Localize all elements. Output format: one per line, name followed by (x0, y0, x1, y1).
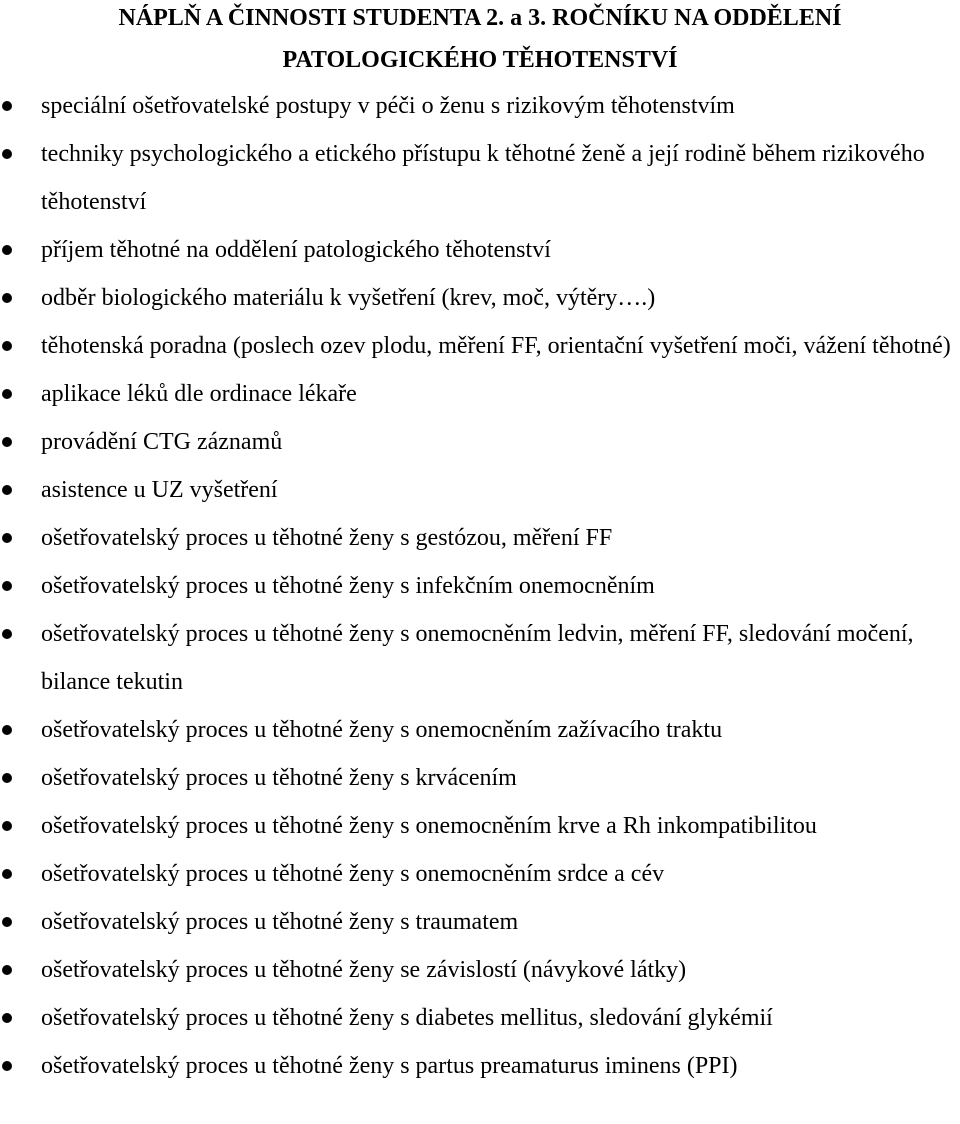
document-title-line-1: NÁPLŇ A ČINNOSTI STUDENTA 2. a 3. ROČNÍKU NA ODDĚLENÍ (118, 5, 842, 31)
bullet-icon (2, 533, 12, 543)
list-item-text: ošetřovatelský proces u těhotné ženy s onemocněním ledvin, měření FF, sledování močení, bilance tekutin (41, 621, 914, 695)
bullet-icon (2, 485, 12, 495)
list-item (0, 562, 960, 610)
list-item (0, 994, 960, 1042)
list-item-text: ošetřovatelský proces u těhotné ženy s onemocněním krve a Rh inkompatibilitou (41, 813, 817, 839)
bullet-icon (2, 821, 12, 831)
list-item-text: provádění CTG záznamů (41, 429, 283, 455)
list-item-text: těhotenská poradna (poslech ozev plodu, měření FF, orientační vyšetření moči, vážení těhotné) (41, 333, 951, 359)
list-item (0, 370, 960, 418)
bullet-icon (2, 629, 12, 639)
list-item-text: ošetřovatelský proces u těhotné ženy s onemocněním zažívacího traktu (41, 717, 723, 743)
list-item (0, 226, 960, 274)
list-item-text: příjem těhotné na oddělení patologického těhotenství (41, 237, 551, 263)
list-item-text: ošetřovatelský proces u těhotné ženy s infekčním onemocněním (41, 573, 655, 599)
list-item-text: ošetřovatelský proces u těhotné ženy s diabetes mellitus, sledování glykémií (41, 1005, 773, 1031)
list-item-text: asistence u UZ vyšetření (41, 477, 278, 503)
bullet-icon (2, 917, 12, 927)
bullet-icon (2, 341, 12, 351)
list-item-text: odběr biologického materiálu k vyšetření (krev, moč, výtěry….) (41, 285, 656, 311)
activity-list (0, 82, 960, 1090)
list-item-text: speciální ošetřovatelské postupy v péči o ženu s rizikovým těhotenstvím (41, 93, 735, 119)
bullet-icon (2, 293, 12, 303)
bullet-icon (2, 1013, 12, 1023)
document-title-line-2: PATOLOGICKÉHO TĚHOTENSTVÍ (282, 47, 678, 73)
bullet-icon (2, 101, 12, 111)
bullet-icon (2, 773, 12, 783)
bullet-icon (2, 965, 12, 975)
list-item (0, 610, 960, 706)
list-item-text: ošetřovatelský proces u těhotné ženy s krvácením (41, 765, 517, 791)
list-item (0, 82, 960, 130)
list-item-text: ošetřovatelský proces u těhotné ženy s onemocněním srdce a cév (41, 861, 665, 887)
list-item-text: ošetřovatelský proces u těhotné ženy s gestózou, měření FF (41, 525, 613, 551)
list-item (0, 802, 960, 850)
list-item-text: ošetřovatelský proces u těhotné ženy s traumatem (41, 909, 519, 935)
list-item (0, 514, 960, 562)
list-item (0, 898, 960, 946)
bullet-icon (2, 245, 12, 255)
list-item-text: techniky psychologického a etického přístupu k těhotné ženě a její rodině během rizikového těhotenství (41, 141, 925, 215)
list-item (0, 418, 960, 466)
list-item (0, 754, 960, 802)
bullet-icon (2, 389, 12, 399)
list-item-text: aplikace léků dle ordinace lékaře (41, 381, 357, 407)
list-item (0, 130, 960, 226)
list-item-text: ošetřovatelský proces u těhotné ženy s partus preamaturus iminens (PPI) (41, 1053, 738, 1079)
bullet-icon (2, 581, 12, 591)
list-item (0, 850, 960, 898)
list-item (0, 322, 960, 370)
list-item (0, 1042, 960, 1090)
list-item (0, 274, 960, 322)
bullet-icon (2, 1061, 12, 1071)
bullet-icon (2, 149, 12, 159)
list-item-text: ošetřovatelský proces u těhotné ženy se závislostí (návykové látky) (41, 957, 687, 983)
list-item (0, 706, 960, 754)
bullet-icon (2, 725, 12, 735)
bullet-icon (2, 869, 12, 879)
bullet-icon (2, 437, 12, 447)
list-item (0, 466, 960, 514)
list-item (0, 946, 960, 994)
